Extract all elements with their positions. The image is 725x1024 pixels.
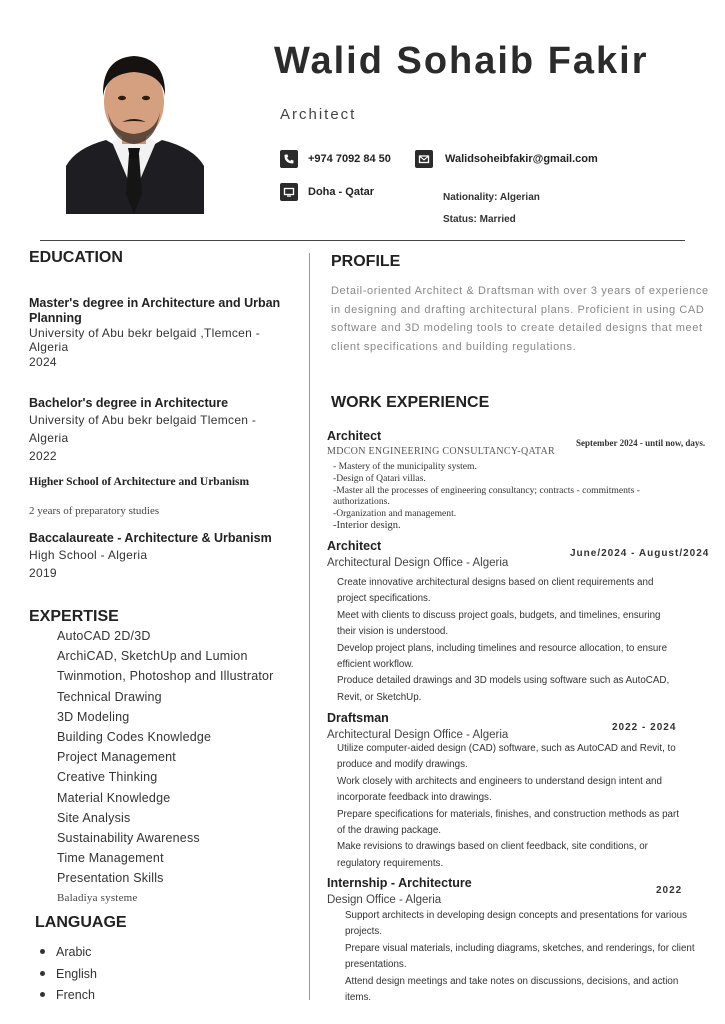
- list-item: [40, 942, 97, 964]
- list-item: Material Knowledge: [57, 790, 171, 805]
- column-divider: [309, 253, 310, 1000]
- bac-year: 2019: [29, 566, 57, 580]
- job-title: Architect: [280, 106, 357, 123]
- phone-number[interactable]: +974 7092 84 50: [308, 153, 391, 165]
- list-item: Utilize computer-aided design (CAD) software, such as AutoCAD and Revit, to produce and modify drawings.: [337, 743, 676, 771]
- higher-school-name: Higher School of Architecture and Urbanism: [29, 476, 250, 488]
- education-masters: [29, 296, 304, 370]
- list-item: Twinmotion, Photoshop and Illustrator: [57, 669, 274, 684]
- language-name: English: [56, 966, 97, 981]
- job-org: Architectural Design Office - Algeria: [327, 729, 509, 741]
- masters-degree-line2: Planning: [29, 311, 82, 325]
- job-date: 2022: [656, 885, 683, 896]
- job-duties: [337, 741, 687, 872]
- job-title: Architect: [327, 539, 382, 553]
- job-title: Internship - Architecture: [327, 876, 472, 890]
- list-item: Produce detailed drawings and 3D models using software such as AutoCAD, Revit, or SketchUp.: [337, 675, 670, 703]
- location: Doha - Qatar: [308, 186, 375, 198]
- bac-degree: Baccalaureate - Architecture & Urbanism: [29, 531, 272, 545]
- bachelor-school-line1: University of Abu bekr belgaid Tlemcen -: [29, 413, 257, 427]
- job-org: Design Office - Algeria: [327, 894, 442, 906]
- bac-school: High School - Algeria: [29, 548, 148, 562]
- education-heading: EDUCATION: [29, 249, 123, 266]
- bullet-icon: [40, 949, 45, 954]
- list-item: - Mastery of the municipality system.: [333, 461, 477, 472]
- list-item: Support architects in developing design concepts and presentations for various projects.: [345, 910, 688, 938]
- list-item: Create innovative architectural designs based on client requirements and project specifications.: [337, 577, 654, 605]
- expertise-list: [57, 626, 274, 909]
- list-item: Meet with clients to discuss project goals, budgets, and timelines, ensuring their vision is understood.: [337, 609, 661, 638]
- list-item: -Organization and management.: [333, 508, 457, 520]
- bullet-icon: [40, 971, 45, 976]
- list-item: [40, 985, 97, 1007]
- language-heading: LANGUAGE: [35, 914, 127, 931]
- list-item: Make revisions to drawings based on client feedback, site conditions, or regulatory requirements.: [337, 841, 648, 869]
- list-item: Sustainability Awareness: [57, 830, 200, 845]
- list-item: AutoCAD 2D/3D: [57, 629, 151, 643]
- email-address[interactable]: Walidsoheibfakir@gmail.com: [445, 153, 598, 165]
- profile-text: Detail-oriented Architect & Draftsman with over 3 years of experience in designing and drafting architectural plans. Proficient in using CAD software and 3D modeling tools to create detailed designs that meet client specifications and building regulations.: [331, 285, 709, 353]
- list-item: Project Management: [57, 750, 176, 765]
- language-list: [40, 942, 97, 1007]
- work-heading: WORK EXPERIENCE: [331, 394, 490, 411]
- bachelor-degree: Bachelor's degree in Architecture: [29, 396, 229, 410]
- job-date: 2022 - 2024: [612, 722, 677, 733]
- job-date: June/2024 - August/2024: [570, 548, 710, 559]
- job-title: Architect: [327, 429, 382, 443]
- job-duties: [337, 575, 682, 706]
- bachelor-year: 2022: [29, 449, 57, 463]
- nationality: Nationality: Algerian: [443, 192, 540, 203]
- higher-school-note: 2 years of preparatory studies: [29, 505, 160, 517]
- education-bachelor: [29, 396, 304, 465]
- list-item: [40, 964, 97, 986]
- list-item: -Interior design.: [333, 519, 401, 531]
- email-icon: [415, 150, 433, 168]
- expertise-heading: EXPERTISE: [29, 608, 119, 625]
- education-bac: [29, 531, 304, 582]
- language-name: French: [56, 988, 95, 1002]
- phone-icon: [280, 150, 298, 168]
- job-duties: [333, 461, 693, 532]
- list-item: Work closely with architects and engineers to understand design intent and incorporate feedback into drawings.: [337, 775, 662, 804]
- list-item: Time Management: [57, 851, 164, 866]
- job-date: September 2024 - until now, days.: [576, 438, 706, 448]
- list-item: ArchiCAD, SketchUp and Lumion: [57, 649, 248, 664]
- job-org: MDCON ENGINEERING CONSULTANCY-QATAR: [327, 446, 555, 457]
- masters-school-line2: Algeria: [29, 340, 69, 354]
- location-icon: [280, 183, 298, 201]
- list-item: Prepare visual materials, including diagrams, sketches, and renderings, for client presentations.: [345, 942, 695, 971]
- list-item: Baladiya systeme: [57, 892, 138, 905]
- bachelor-school-line2: Algeria: [29, 431, 69, 445]
- list-item: -Master all the processes of engineering consultancy; contracts - commitments - authorizations.: [333, 484, 640, 508]
- list-item: 3D Modeling: [57, 709, 130, 724]
- profile-heading: PROFILE: [331, 253, 401, 270]
- list-item: -Design of Qatari villas.: [333, 472, 426, 484]
- list-item: Building Codes Knowledge: [57, 729, 212, 744]
- header-divider: [40, 240, 685, 241]
- list-item: Develop project plans, including timelines and resource allocation, to ensure efficient workflow.: [337, 642, 668, 671]
- list-item: Technical Drawing: [57, 689, 162, 704]
- job-title: Draftsman: [327, 711, 389, 725]
- list-item: Prepare specifications for materials, finishes, and construction methods as part of the drawing package.: [337, 808, 679, 837]
- masters-degree-line1: Master's degree in Architecture and Urban: [29, 296, 281, 310]
- marital-status: Status: Married: [443, 214, 516, 225]
- masters-school-line1: University of Abu bekr belgaid ,Tlemcen -: [29, 326, 261, 340]
- list-item: Presentation Skills: [57, 871, 164, 886]
- bullet-icon: [40, 992, 45, 997]
- job-org: Architectural Design Office - Algeria: [327, 557, 509, 569]
- list-item: Creative Thinking: [57, 770, 158, 785]
- profile-photo: [66, 44, 204, 214]
- masters-year: 2024: [29, 355, 57, 369]
- list-item: Attend design meetings and take notes on discussions, decisions, and action items.: [345, 975, 679, 1004]
- candidate-name: Walid Sohaib Fakir: [274, 40, 649, 82]
- list-item: Site Analysis: [57, 810, 131, 825]
- job-duties: [345, 908, 700, 1006]
- language-name: Arabic: [56, 945, 92, 959]
